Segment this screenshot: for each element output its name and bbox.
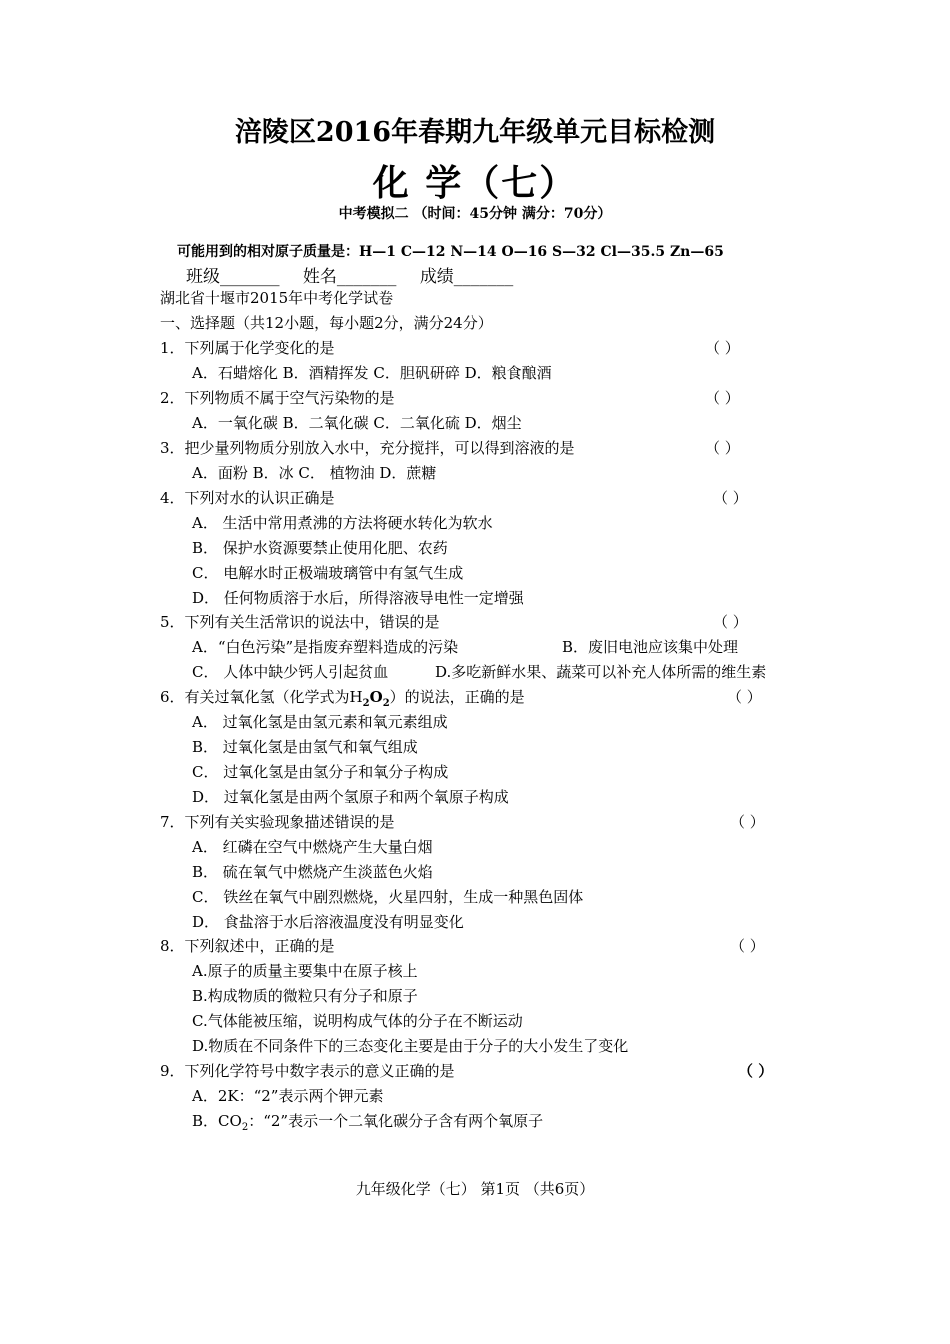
question-9-option-b-part1: B．CO — [192, 1112, 242, 1130]
answer-blank-3: （ ） — [705, 439, 740, 457]
question-6-option-b: B． 过氧化氢是由氢气和氧气组成 — [192, 738, 418, 756]
question-4-option-d: D． 任何物质溶于水后，所得溶液导电性一定增强 — [192, 589, 524, 607]
answer-blank-7: （ ） — [730, 813, 765, 831]
question-5-option-c: C． 人体中缺少钙人引起贫血 — [192, 663, 389, 681]
question-4-stem: 4．下列对水的认识正确是 — [160, 489, 335, 507]
answer-blank-6: （ ） — [727, 688, 762, 706]
question-6-stem — [160, 687, 525, 714]
question-3-stem: 3．把少量列物质分别放入水中，充分搅拌，可以得到溶液的是 — [160, 439, 575, 457]
question-5-stem: 5．下列有关生活常识的说法中，错误的是 — [160, 613, 440, 631]
question-1-stem: 1．下列属于化学变化的是 — [160, 339, 335, 357]
exam-subtitle: 中考模拟二 （时间：45分钟 满分：70分） — [338, 206, 612, 222]
formula-subscript: 2 — [362, 698, 370, 709]
question-9-stem: 9．下列化学符号中数字表示的意义正确的是 — [160, 1062, 455, 1080]
question-6-option-a: A． 过氧化氢是由氢元素和氧元素组成 — [192, 713, 448, 731]
question-6-option-d: D． 过氧化氢是由两个氢原子和两个氧原子构成 — [192, 788, 509, 806]
student-info — [186, 262, 531, 287]
formula-subscript: 2 — [241, 1122, 249, 1133]
question-7-stem: 7．下列有关实验现象描述错误的是 — [160, 813, 395, 831]
question-4-option-c: C． 电解水时正极端玻璃管中有氢气生成 — [192, 564, 464, 582]
answer-blank-8: （ ） — [730, 937, 765, 955]
answer-blank-5: （ ） — [713, 613, 748, 631]
score-field: 成绩_______ — [419, 267, 514, 287]
answer-blank-4: （ ） — [713, 489, 748, 507]
question-8-option-b: B.构成物质的微粒只有分子和原子 — [192, 987, 418, 1005]
question-2-stem: 2．下列物质不属于空气污染物的是 — [160, 389, 395, 407]
document-title: 涪陵区2016年春期九年级单元目标检测 — [234, 117, 716, 148]
question-8-option-d: D.物质在不同条件下的三态变化主要是由于分子的大小发生了变化 — [192, 1037, 629, 1055]
question-2-options: A．一氧化碳 B．二氧化碳 C．二氧化硫 D．烟尘 — [192, 414, 522, 432]
atomic-masses: 可能用到的相对原子质量是：H—1 C—12 N—14 O—16 S—32 Cl—35.5 Zn—65 — [177, 244, 724, 260]
question-6-stem-part1: 6．有关过氧化氢（化学式为H — [160, 688, 363, 706]
question-8-option-c: C.气体能被压缩，说明构成气体的分子在不断运动 — [192, 1012, 523, 1030]
question-8-option-a: A.原子的质量主要集中在原子核上 — [192, 962, 418, 980]
question-9-option-b-part2: ：“2”表示一个二氧化碳分子含有两个氧原子 — [248, 1112, 544, 1130]
subject-title: 化 学（七） — [372, 162, 578, 204]
page-footer: 九年级化学（七） 第1页 （共6页） — [355, 1180, 595, 1198]
question-6-stem-part2: ）的说法，正确的是 — [389, 688, 525, 706]
question-9-option-a: A．2K：“2”表示两个钾元素 — [192, 1087, 384, 1105]
question-8-stem: 8．下列叙述中，正确的是 — [160, 937, 335, 955]
question-3-options: A．面粉 B．冰 C． 植物油 D．蔗糖 — [192, 464, 437, 482]
question-7-option-c: C． 铁丝在氧气中剧烈燃烧，火星四射，生成一种黑色固体 — [192, 888, 584, 906]
question-5-option-b: B．废旧电池应该集中处理 — [562, 638, 739, 656]
answer-blank-2: （ ） — [705, 389, 740, 407]
class-field: 班级_______ — [186, 267, 280, 287]
question-9-option-b — [192, 1111, 543, 1138]
question-1-options: A．石蜡熔化 B．酒精挥发 C．胆矾研碎 D．粮食酿酒 — [192, 364, 552, 382]
question-7-option-a: A． 红磷在空气中燃烧产生大量白烟 — [192, 838, 433, 856]
question-4-option-b: B． 保护水资源要禁止使用化肥、农药 — [192, 539, 448, 557]
question-5-option-d: D.多吃新鲜水果、蔬菜可以补充人体所需的维生素 — [435, 663, 767, 681]
exam-source-title: 湖北省十堰市2015年中考化学试卷 — [160, 289, 394, 307]
question-4-option-a: A． 生活中常用煮沸的方法将硬水转化为软水 — [192, 514, 493, 532]
question-7-option-b: B． 硫在氧气中燃烧产生淡蓝色火焰 — [192, 863, 433, 881]
formula-oxygen: O — [369, 688, 383, 706]
name-field: 姓名_______ — [302, 267, 397, 287]
section-heading: 一、选择题（共12小题，每小题2分，满分24分） — [160, 314, 493, 332]
question-6-option-c: C． 过氧化氢是由氢分子和氧分子构成 — [192, 763, 449, 781]
answer-blank-9: （ ） — [738, 1062, 774, 1080]
question-7-option-d: D． 食盐溶于水后溶液温度没有明显变化 — [192, 913, 464, 931]
question-5-option-a: A．“白色污染”是指废弃塑料造成的污染 — [192, 638, 459, 656]
formula-subscript: 2 — [382, 698, 390, 709]
answer-blank-1: （ ） — [705, 339, 740, 357]
